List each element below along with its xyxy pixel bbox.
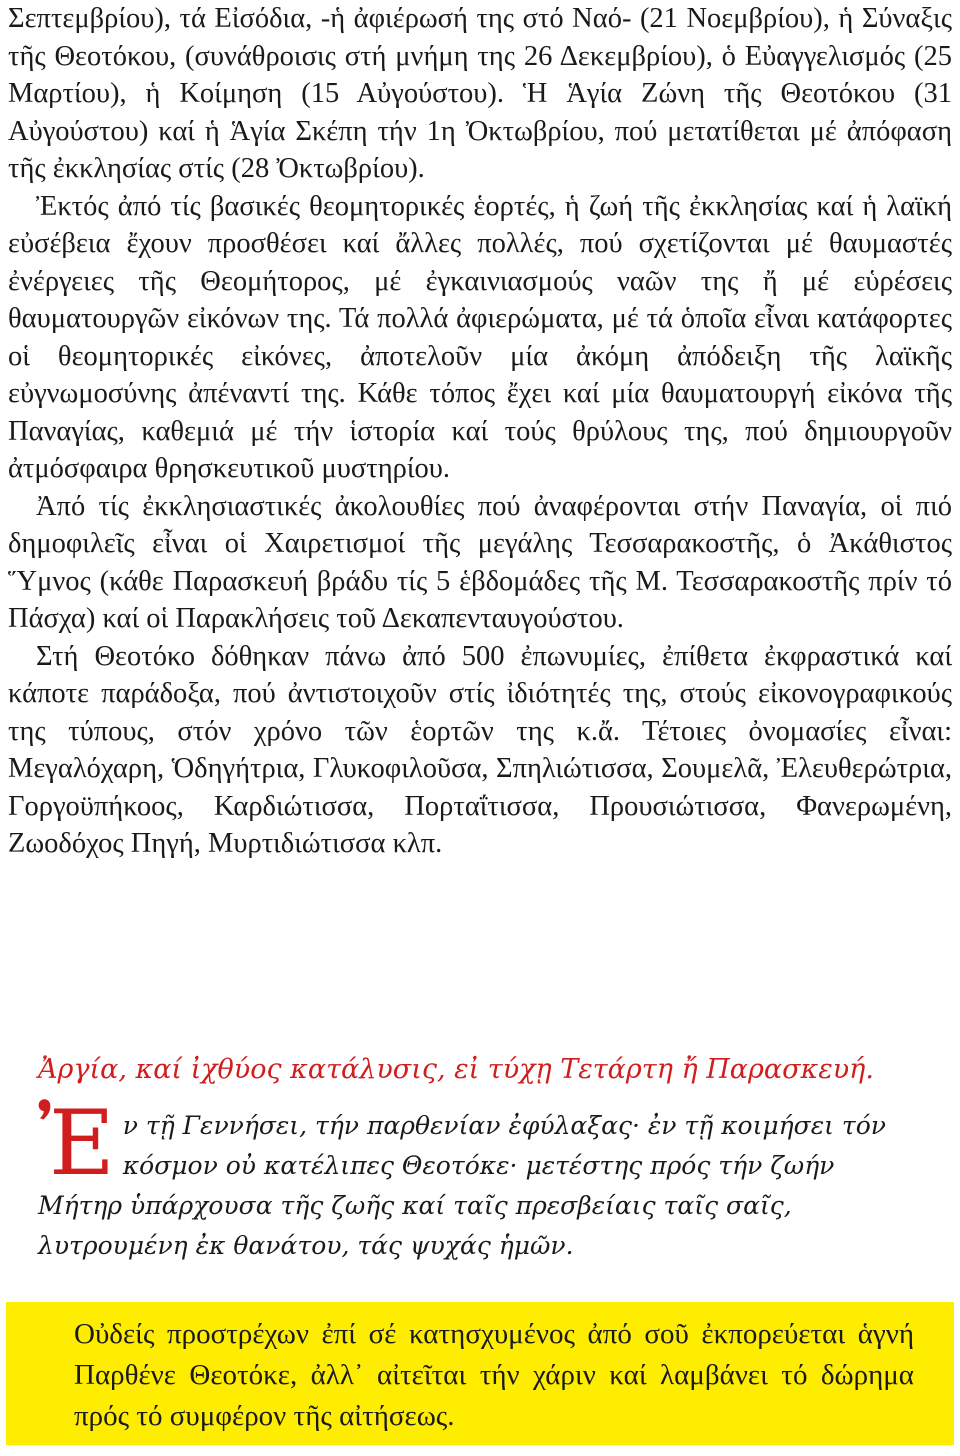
paragraph-services: Ἀπό τίς ἐκκλησιαστικές ἀκολουθίες πού ἀναφέρονται στήν Παναγία, οἱ πιό δημοφιλεῖς εἶναι οἱ Χαιρετισμοί τῆς μεγάλης Τεσσαρακοστῆς, ὁ Ἀκάθιστος Ὕμνος (κάθε Παρασκευή βράδυ τίς 5 ἑβδομάδες τῆς Μ. Τεσσαρακοστῆς πρίν τό Πάσχα) καί οἱ Παρακλήσεις τοῦ Δεκαπενταυγούστου.	[8, 490, 952, 634]
hymn-line: ν τῇ Γεννήσει, τήν παρθενίαν ἐφύλαξας· ἐν τῇ κοιμήσει τόν	[122, 1111, 886, 1140]
highlighted-prayer-box	[6, 1302, 954, 1445]
paragraph-feast-dates: Σεπτεμβρίου), τά Εἰσόδια, -ἡ ἀφιέρωσή της στό Ναό- (21 Νοεμβρίου), ἡ Σύναξις τῆς Θεοτόκου, (συνάθροισις στή μνήμη της 26 Δεκεμβρίου), ὁ Εὐαγγελισμός (25 Μαρτίου), ἡ Κοίμηση (15 Αὐγούστου). Ἡ Ἁγία Ζώνη τῆς Θεοτόκου (31 Αὐγούστου) καί ἡ Ἁγία Σκέπη τήν 1η Ὀκτωβρίου, πού μετατίθεται μέ ἀπόφαση τῆς ἐκκλησίας στίς (28 Ὀκτωβρίου).	[8, 3, 952, 184]
paragraph-other-feasts: Ἐκτός ἀπό τίς βασικές θεομητορικές ἑορτές, ἡ ζωή τῆς ἐκκλησίας καί ἡ λαϊκή εὐσέβεια ἔχουν προσθέσει καί ἄλλες πολλές, πού σχετίζονται μέ θαυμαστές ἐνέργειες τῆς Θεομήτορος, μέ ἐγκαινιασμούς ναῶν της ἤ μέ εὑρέσεις θαυματουργῶν εἰκόνων της. Τά πολλά ἀφιερώματα, μέ τά ὁποῖα εἶναι κατάφορτες οἱ θεομητορικές εἰκόνες, ἀποτελοῦν μία ἀκόμη ἀπόδειξη τῆς λαϊκῆς εὐγνωμοσύνης ἀπέναντί της. Κάθε τόπος ἔχει καί μία θαυματουργή εἰκόνα τῆς Παναγίας, καθεμιά μέ τήν ἱστορία καί τούς θρύλους της, πού δημιουργοῦν ἀτμόσφαιρα θρησκευτικοῦ μυστηρίου.	[8, 190, 952, 484]
paragraph-epithets: Στή Θεοτόκο δόθηκαν πάνω ἀπό 500 ἐπωνυμίες, ἐπίθετα ἐκφραστικά καί κάποτε παράδοξα, πού ἀντιστοιχοῦν στίς ἰδιότητές της, στούς εἰκονογραφικούς της τύπους, στόν χρόνο τῶν ἑορτῶν της κ.ἄ. Τέτοιες ὀνομασίες εἶναι: Μεγαλόχαρη, Ὁδηγήτρια, Γλυκοφιλοῦσα, Σπηλιώτισσα, Σουμελᾶ, Ἐλευθερώτρια, Γοργοϋπήκοος, Καρδιώτισσα, Πορταΐτισσα, Προυσιώτισσα, Φανερωμένη, Ζωοδόχος Πηγή, Μυρτιδιώτισσα κλπ.	[8, 640, 952, 859]
hymn-line: λυτρουμένη ἐκ θανάτου, τάς ψυχάς ἡμῶν.	[38, 1231, 574, 1260]
highlighted-prayer-text: Οὐδείς προστρέχων ἐπί σέ κατησχυμένος ἀπό σοῦ ἐκπορεύεται ἁγνή Παρθένε Θεοτόκε, ἀλλ᾿ αἰτεῖται τήν χάριν καί λαμβάνει τό δώρημα πρός τό συμφέρον τῆς αἰτήσεως.	[74, 1318, 914, 1432]
hymn-drop-cap: Ἐ	[38, 1091, 115, 1196]
hymn-line: Μήτηρ ὑπάρχουσα τῆς ζωῆς καί ταῖς πρεσβείαις ταῖς σαῖς,	[38, 1191, 792, 1220]
article-body	[8, 0, 952, 863]
fasting-rubric: Ἀργία, καί ἰχθύος κατάλυσις, εἰ τύχῃ Τετάρτη ἤ Παρασκευή.	[38, 1054, 874, 1085]
hymn-line: κόσμον οὐ κατέλιπες Θεοτόκε· μετέστης πρός τήν ζωήν	[122, 1151, 835, 1180]
apolytikion-hymn	[38, 1091, 938, 1266]
